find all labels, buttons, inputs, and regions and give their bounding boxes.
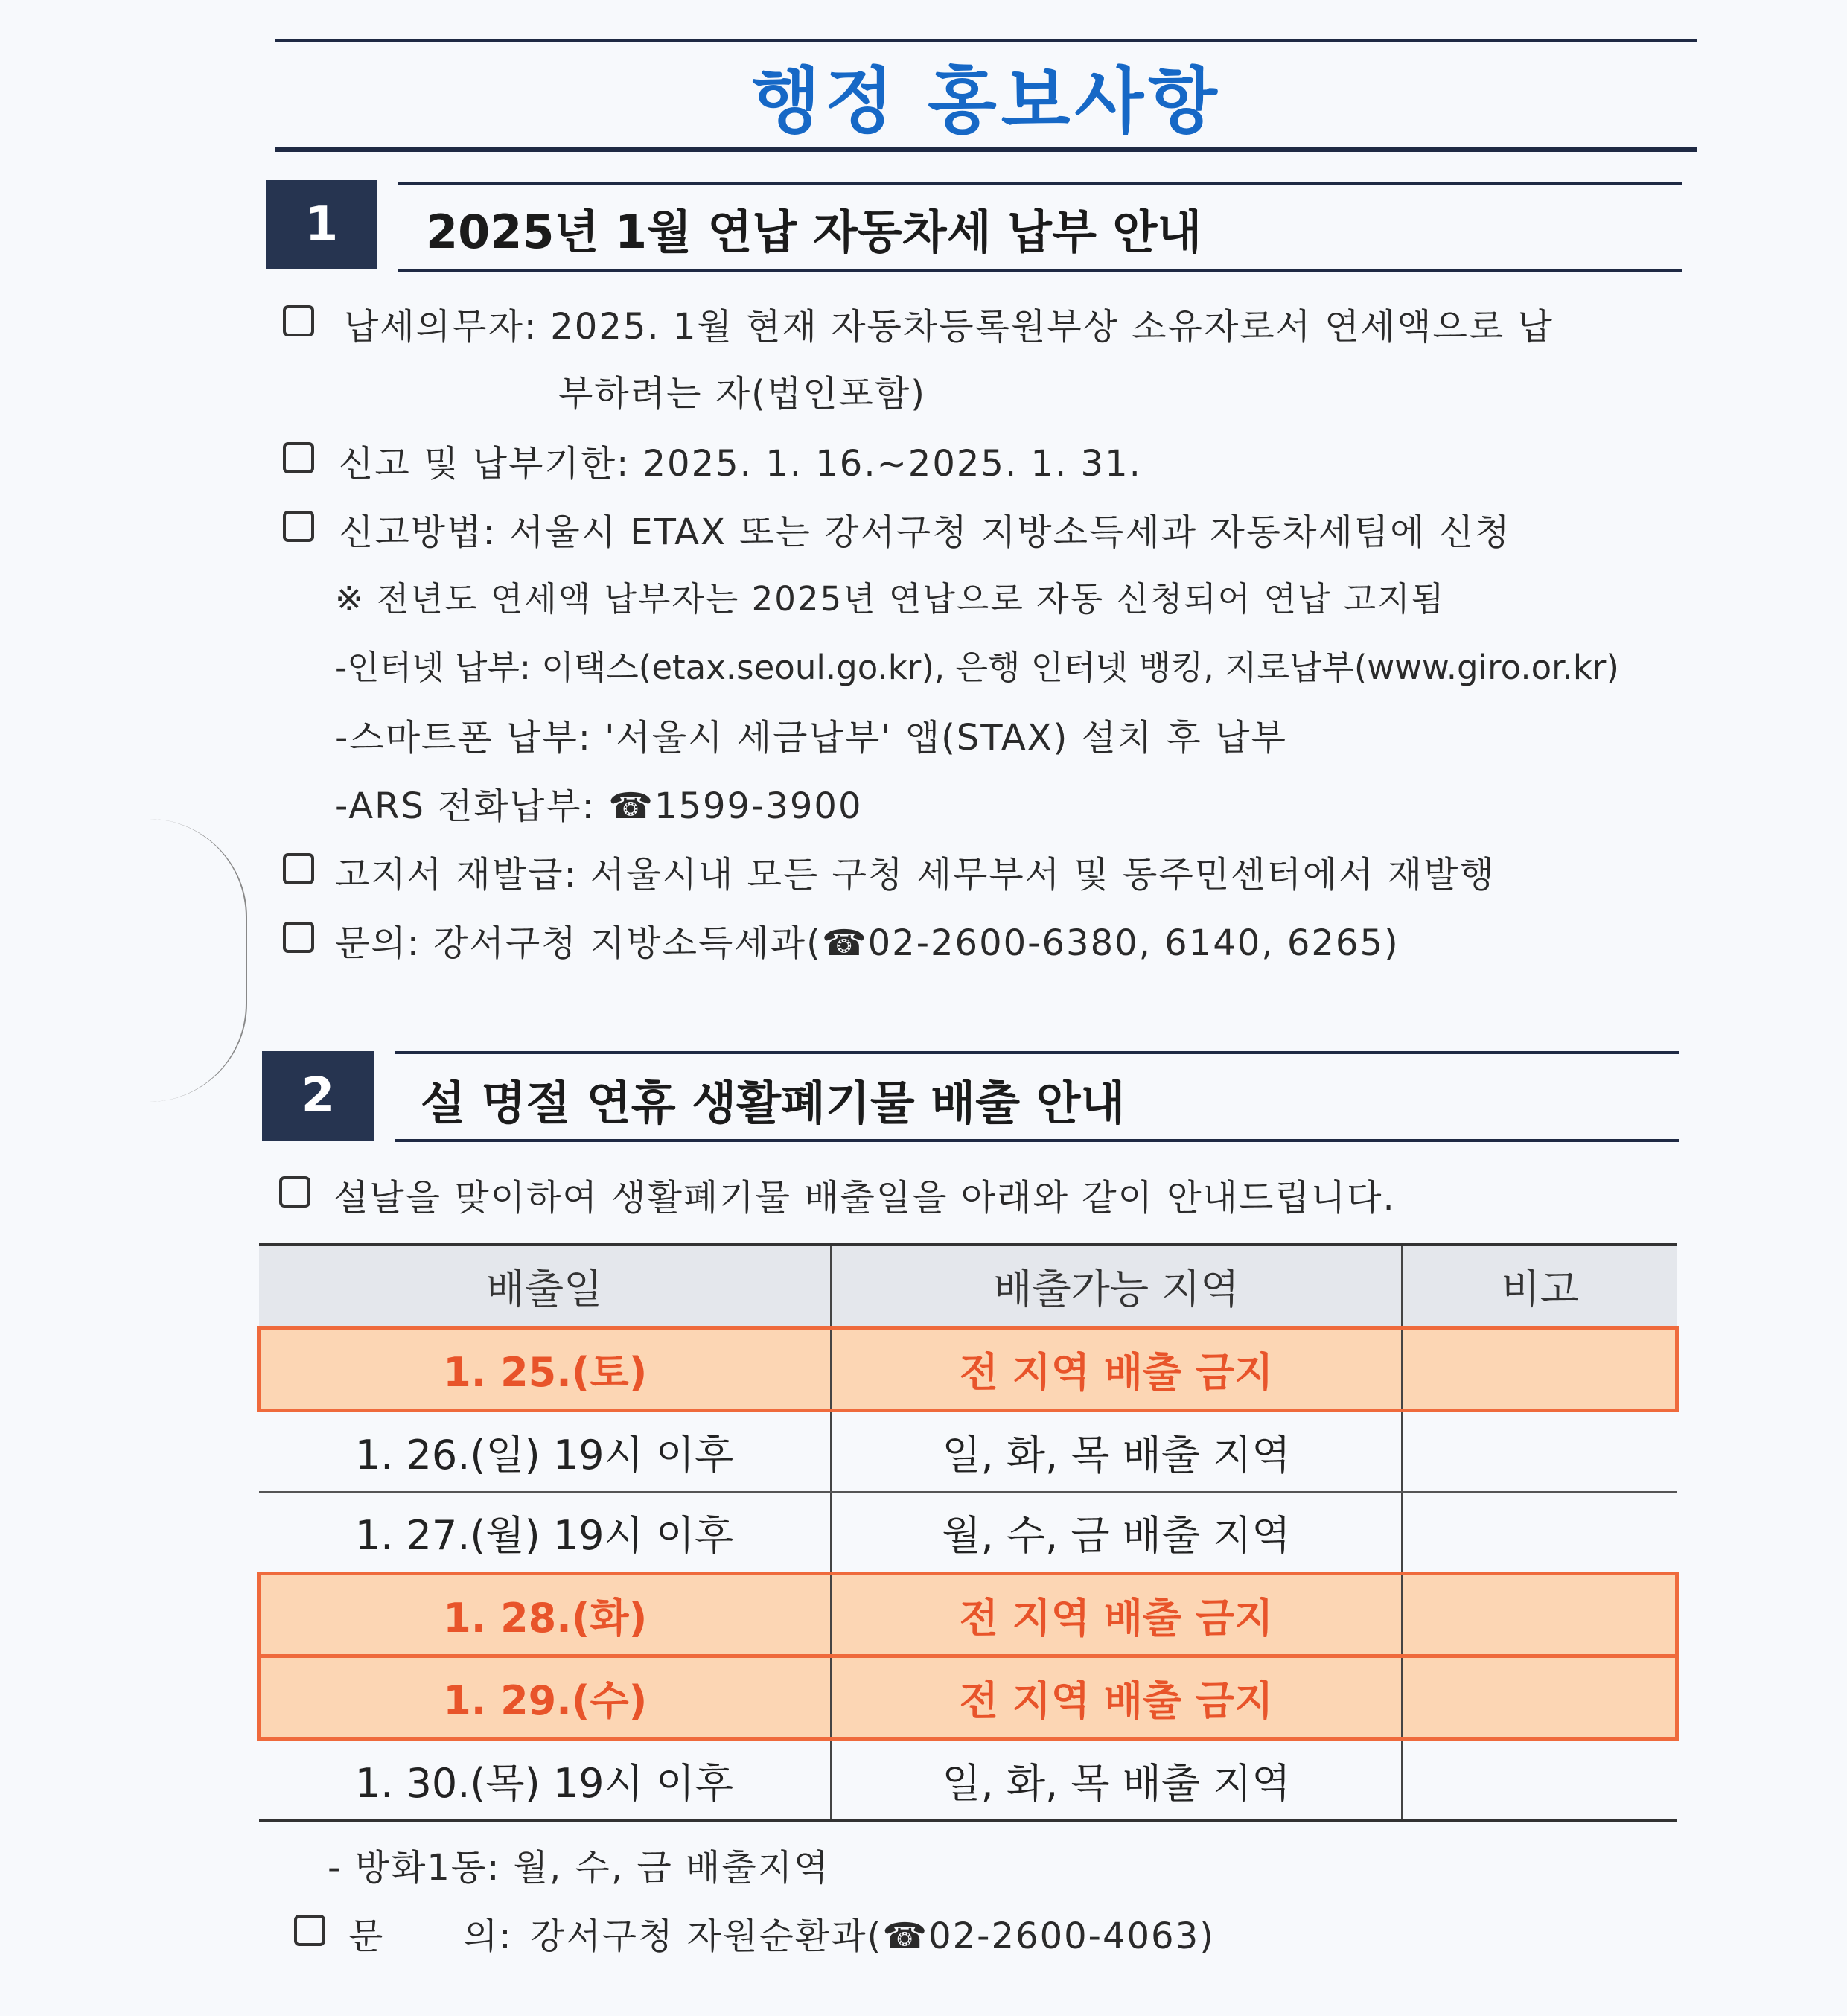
header-note: 비고 (1402, 1245, 1677, 1328)
checkbox-icon (283, 511, 314, 542)
cell-date: 1. 28.(화) (259, 1574, 831, 1656)
table-row (259, 1656, 1677, 1739)
contact-label-2: 의: (463, 1915, 513, 1957)
cell-note (1402, 1411, 1677, 1493)
section-1-rule-bottom (398, 269, 1682, 272)
page-title: 행정 홍보사항 (751, 60, 1222, 143)
header-date: 배출일 (259, 1245, 831, 1328)
table-row (259, 1411, 1677, 1493)
contact-label: 문 (348, 1915, 385, 1957)
checkbox-icon (283, 922, 314, 953)
cell-area: 일, 화, 목 배출 지역 (831, 1739, 1403, 1822)
checkbox-icon (279, 1176, 310, 1208)
checkbox-icon (294, 1915, 325, 1946)
contact-line: 강서구청 자원순환과(☎02-2600-4063) (530, 1915, 1215, 1957)
inquiry-line: 문의: 강서구청 지방소득세과(☎02-2600-6380, 6140, 6265) (335, 922, 1400, 964)
cell-note (1402, 1492, 1677, 1574)
cell-area: 전 지역 배출 금지 (831, 1328, 1403, 1411)
reissue-line: 고지서 재발급: 서울시내 모든 구청 세무부서 및 동주민센터에서 재발행 (335, 854, 1496, 896)
section-1-rule-top (398, 182, 1682, 185)
cell-note (1402, 1739, 1677, 1822)
note-line: ※ 전년도 연세액 납부자는 2025년 연납으로 자동 신청되어 연납 고지됨 (335, 579, 1446, 619)
cell-date: 1. 26.(일) 19시 이후 (259, 1411, 831, 1493)
title-rule (275, 147, 1697, 152)
table-row (259, 1328, 1677, 1411)
cell-note (1402, 1328, 1677, 1411)
ars-payment-line: -ARS 전화납부: ☎1599-3900 (335, 785, 863, 827)
scan-mark (149, 819, 247, 1102)
cell-date: 1. 30.(목) 19시 이후 (259, 1739, 831, 1822)
checkbox-icon (283, 442, 314, 473)
checkbox-icon (283, 305, 314, 336)
cell-area: 일, 화, 목 배출 지역 (831, 1411, 1403, 1493)
cell-area: 전 지역 배출 금지 (831, 1656, 1403, 1739)
cell-date: 1. 25.(토) (259, 1328, 831, 1411)
section-2-intro: 설날을 맞이하여 생활폐기물 배출일을 아래와 같이 안내드립니다. (334, 1177, 1396, 1219)
cell-note (1402, 1574, 1677, 1656)
method-line: 신고방법: 서울시 ETAX 또는 강서구청 지방소득세과 자동차세팀에 신청 (339, 511, 1511, 553)
checkbox-icon (283, 853, 314, 884)
cell-note (1402, 1656, 1677, 1739)
table-row (259, 1574, 1677, 1656)
section-2-title: 설 명절 연휴 생활폐기물 배출 안내 (421, 1076, 1126, 1130)
table-row (259, 1492, 1677, 1574)
top-rule (275, 39, 1697, 42)
section-1-title: 2025년 1월 연납 자동차세 납부 안내 (426, 205, 1202, 259)
table-row (259, 1739, 1677, 1822)
section-2-rule-top (395, 1051, 1679, 1054)
internet-payment-line: -인터넷 납부: 이택스(etax.seoul.go.kr), 은행 인터넷 뱅킹, 지로납부(www.giro.or.kr) (335, 648, 1619, 687)
cell-date: 1. 27.(월) 19시 이후 (259, 1492, 831, 1574)
taxpayer-line: 납세의무자: 2025. 1월 현재 자동차등록원부상 소유자로서 연세액으로 납 (344, 306, 1554, 348)
footnote: - 방화1동: 월, 수, 금 배출지역 (328, 1847, 830, 1889)
taxpayer-line-cont: 부하려는 자(법인포함) (558, 373, 927, 415)
cell-area: 월, 수, 금 배출 지역 (831, 1492, 1403, 1574)
cell-area: 전 지역 배출 금지 (831, 1574, 1403, 1656)
header-area: 배출가능 지역 (831, 1245, 1403, 1328)
table-header-row (259, 1245, 1677, 1328)
deadline-line: 신고 및 납부기한: 2025. 1. 16.~2025. 1. 31. (339, 443, 1142, 485)
waste-schedule-table (257, 1243, 1679, 1822)
section-1-number: 1 (266, 180, 377, 269)
smartphone-payment-line: -스마트폰 납부: '서울시 세금납부' 앱(STAX) 설치 후 납부 (335, 717, 1287, 759)
section-2-number: 2 (262, 1051, 374, 1141)
cell-date: 1. 29.(수) (259, 1656, 831, 1739)
section-2-rule-bottom (395, 1139, 1679, 1142)
